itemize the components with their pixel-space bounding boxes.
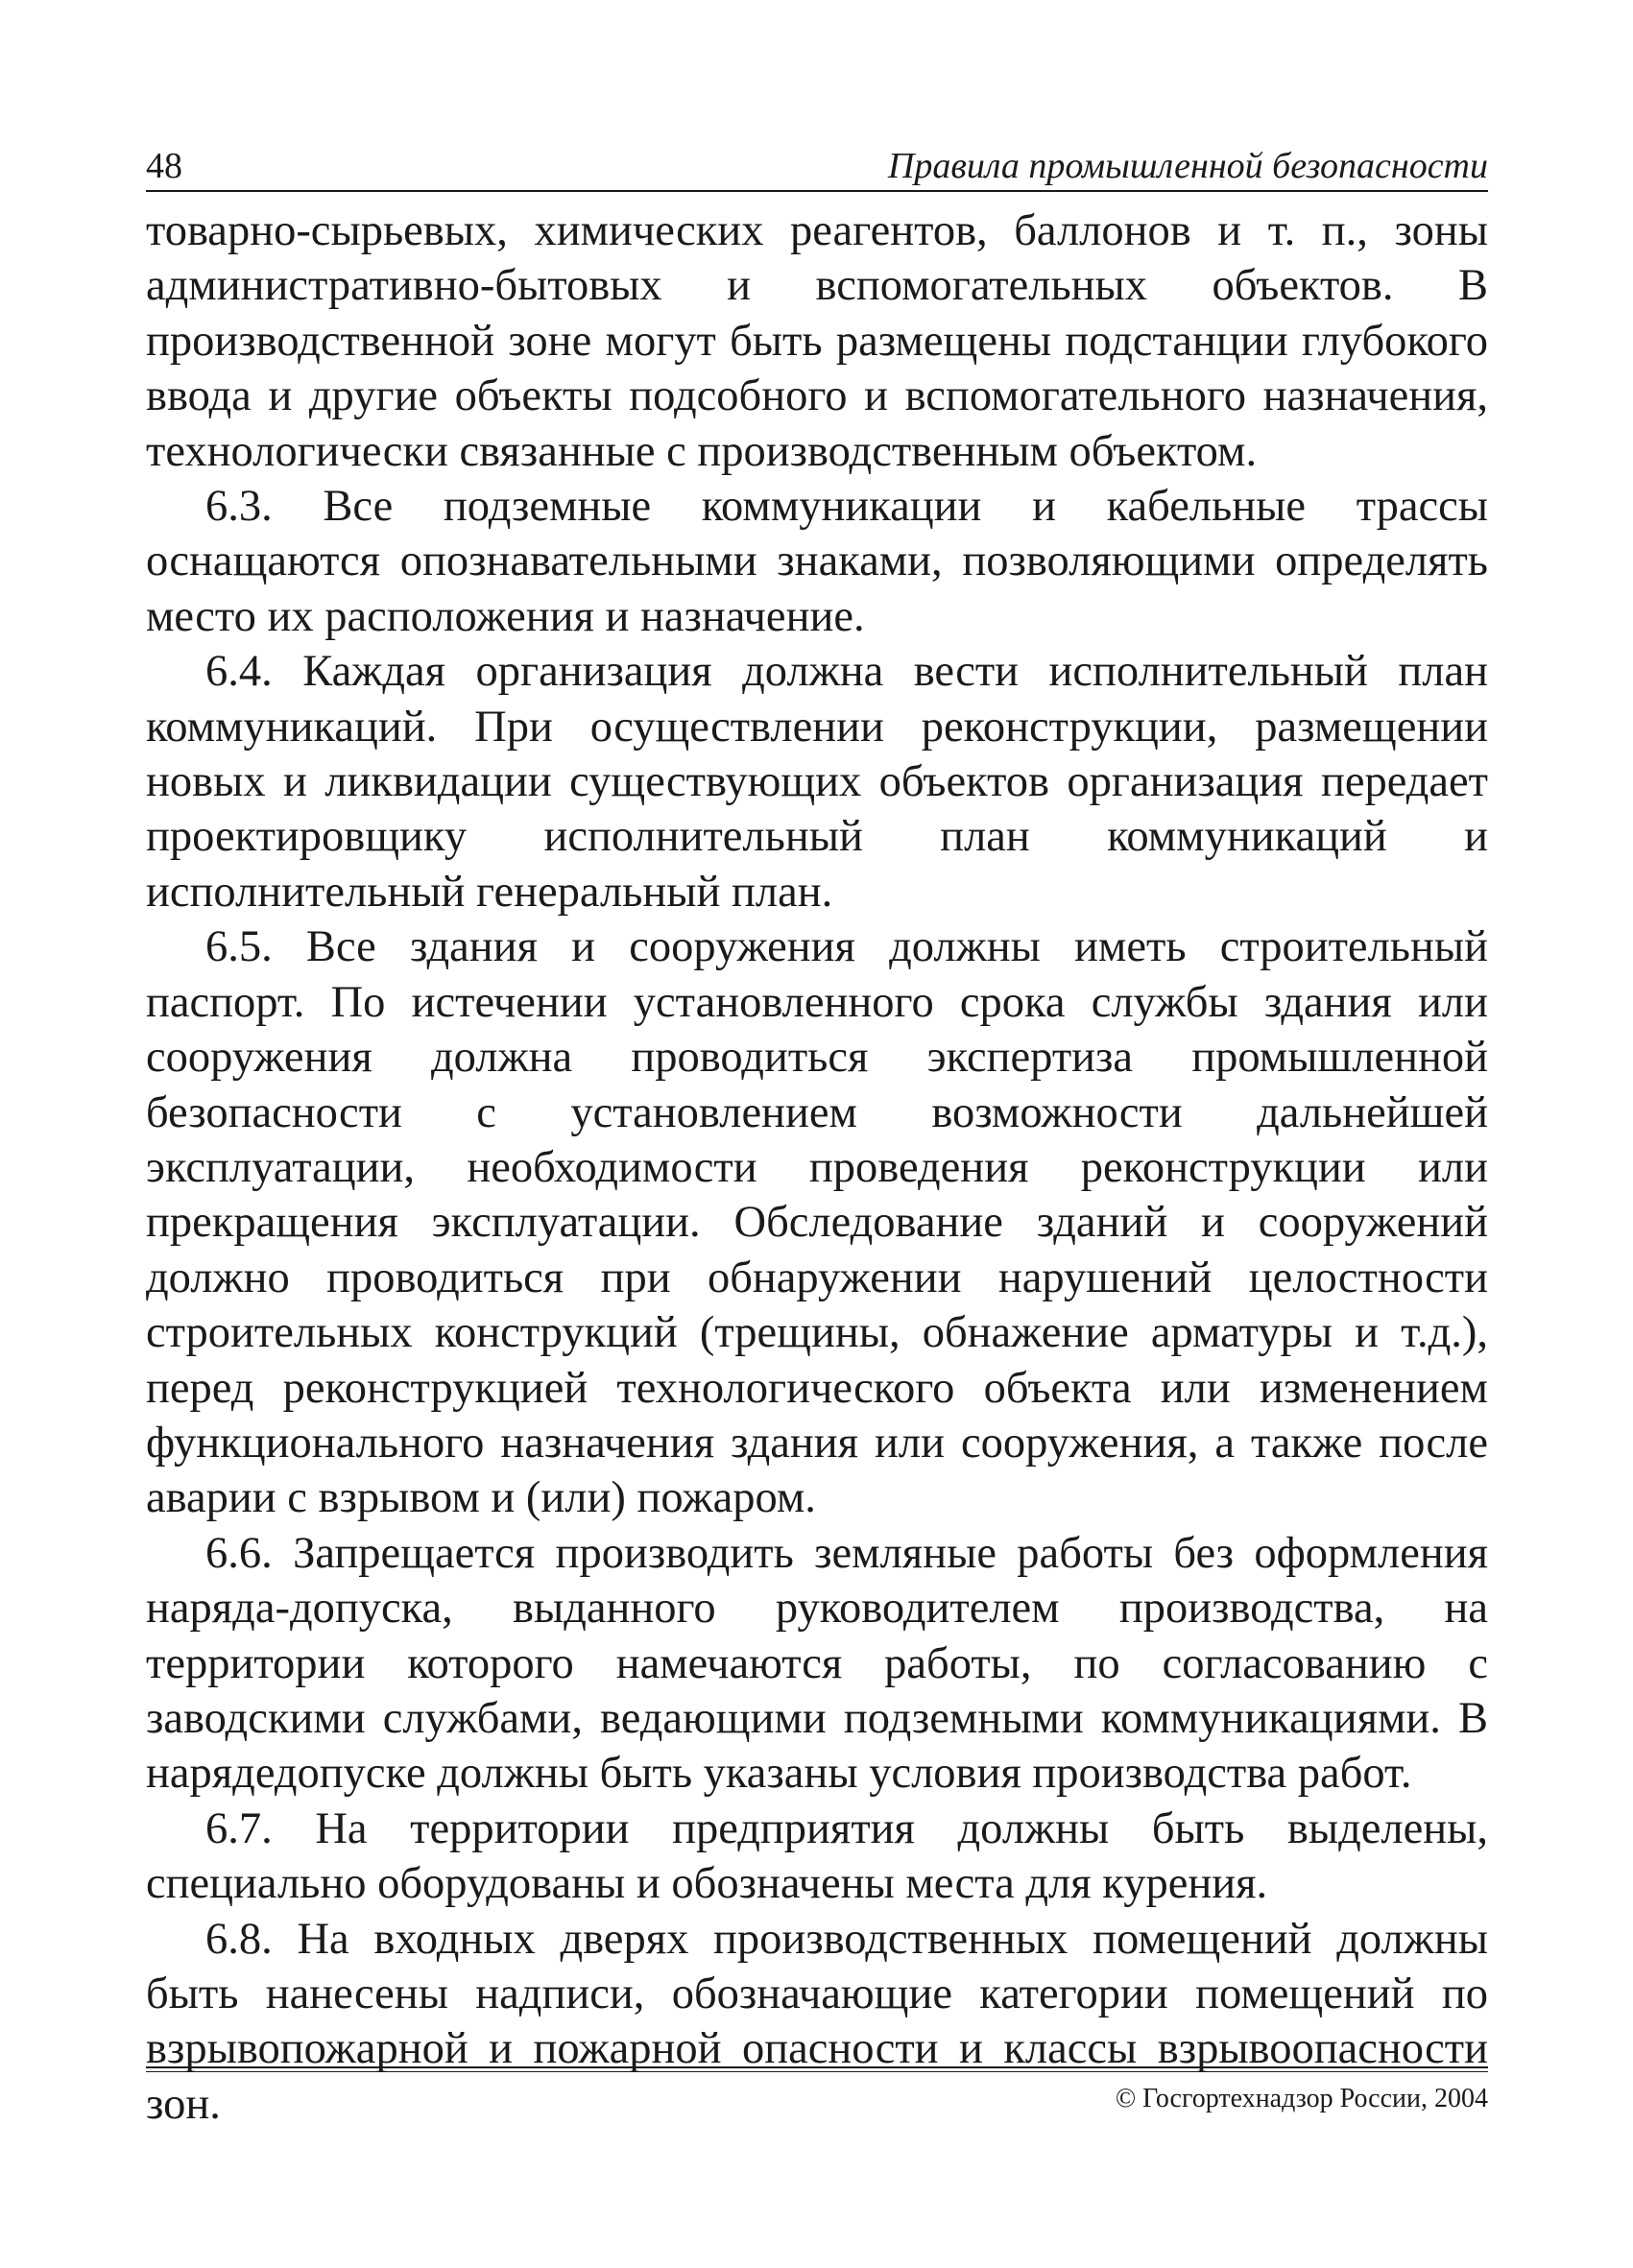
footer-divider (146, 2066, 1488, 2068)
page-number: 48 (146, 146, 182, 186)
paragraph-6-4: 6.4. Каждая организация должна вести исполнительный план коммуникаций. При осуществлении реконструкции, размещении новых и ликвидации существующих объектов организация передает проектировщику исполнительный план коммуникаций и исполнительный генеральный план. (146, 647, 1488, 917)
paragraph-6-7: 6.7. На территории предприятия должны быть выделены, специально оборудованы и обозначены места для курения. (146, 1803, 1488, 1909)
paragraph-6-3: 6.3. Все подземные коммуникации и кабельные трассы оснащаются опознавательными знаками, позволяющими определять место их расположения и назначение. (146, 482, 1488, 641)
paragraph-6-6: 6.6. Запрещается производить земляные работы без оформления наряда-допуска, выданного руководителем производства, на территории которого намечаются работы, по согласованию с заводскими службами, ведающими подземными коммуникациями. В нарядедопуске должны быть указаны условия производства работ. (146, 1528, 1488, 1799)
paragraph-6-5: 6.5. Все здания и сооружения должны иметь строительный паспорт. По истечении установленного срока службы здания или сооружения должна проводиться экспертиза промышленной безопасности с установлением возможности дальнейшей эксплуатации, необходимости проведения реконструкции или прекращения эксплуатации. Обследование зданий и сооружений должно проводиться при обнаружении нарушений целостности строительных конструкций (трещины, обнажение арматуры и т.д.), перед реконструкцией технологического объекта или изменением функционального назначения здания или сооружения, а также после аварии с взрывом и (или) пожаром. (146, 922, 1488, 1523)
copyright-notice: © Госгортехнадзор России, 2004 (1115, 2084, 1488, 2113)
footer-divider-secondary (146, 2071, 1488, 2072)
body-text (146, 203, 1488, 2132)
paragraph-6-8: 6.8. На входных дверях производственных помещений должны быть нанесены надписи, обозначающие категории помещений по взрывопожарной и пожарной опасности и классы взрывоопасности зон. (146, 1914, 1488, 2129)
paragraph-continued: товарно-сырьевых, химических реагентов, баллонов и т. п., зоны административно-бытовых и вспомогательных объектов. В производственной зоне могут быть размещены подстанции глубокого ввода и другие объекты подсобного и вспомогательного назначения, технологически связанные с производственным объектом. (146, 206, 1488, 476)
document-page (146, 134, 1488, 2150)
running-title: Правила промышленной безопасности (887, 146, 1488, 186)
page-header (146, 134, 1488, 192)
